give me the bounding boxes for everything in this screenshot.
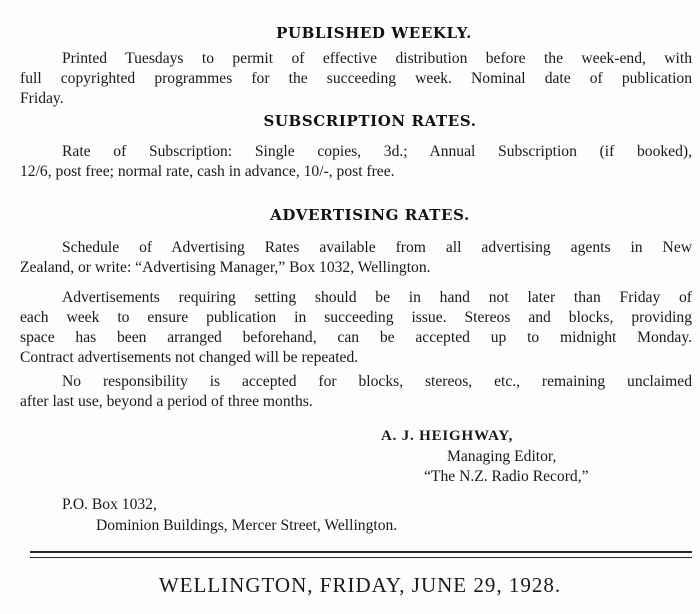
paragraph-line: Advertisements requiring setting should be in hand not later than Friday of bbox=[62, 289, 692, 306]
advertising-rates-heading: ADVERTISING RATES. bbox=[270, 206, 470, 224]
subscription-rates-paragraph bbox=[20, 142, 692, 182]
paragraph-line: each week to ensure publication in succeeding issue. Stereos and blocks, providing bbox=[20, 309, 692, 326]
paragraph-line: No responsibility is accepted for blocks, stereos, etc., remaining unclaimed bbox=[62, 373, 692, 390]
paragraph-line: after last use, beyond a period of three months. bbox=[20, 393, 313, 410]
divider-rule-bottom bbox=[30, 557, 692, 558]
subscription-rates-heading: SUBSCRIPTION RATES. bbox=[263, 112, 477, 130]
paragraph-line: full copyrighted programmes for the succeeding week. Nominal date of publication bbox=[20, 70, 692, 87]
paragraph-line: Printed Tuesdays to permit of effective distribution before the week-end, with bbox=[62, 50, 692, 67]
advertising-schedule-paragraph bbox=[20, 238, 692, 278]
published-weekly-heading: PUBLISHED WEEKLY. bbox=[276, 24, 472, 42]
paragraph-line: 12/6, post free; normal rate, cash in advance, 10/-, post free. bbox=[20, 163, 395, 180]
publication-name: “The N.Z. Radio Record,” bbox=[424, 468, 589, 485]
paragraph-line: Rate of Subscription: Single copies, 3d.; Annual Subscription (if booked), bbox=[62, 143, 692, 160]
paragraph-line: Zealand, or write: “Advertising Manager,” Box 1032, Wellington. bbox=[20, 259, 431, 276]
paragraph-line: Schedule of Advertising Rates available from all advertising agents in New bbox=[62, 239, 692, 256]
editor-name: A. J. HEIGHWAY, bbox=[381, 428, 514, 444]
published-weekly-paragraph bbox=[20, 49, 692, 109]
paragraph-line: space has been arranged beforehand, can be accepted up to midnight Monday. bbox=[20, 329, 692, 346]
po-box-address: P.O. Box 1032, bbox=[62, 496, 157, 513]
street-address: Dominion Buildings, Mercer Street, Wellington. bbox=[96, 517, 398, 534]
paragraph-line: Friday. bbox=[20, 90, 64, 107]
dateline: WELLINGTON, FRIDAY, JUNE 29, 1928. bbox=[158, 573, 562, 597]
editor-title: Managing Editor, bbox=[447, 448, 557, 465]
advertising-setting-paragraph bbox=[20, 288, 692, 368]
paragraph-line: Contract advertisements not changed will be repeated. bbox=[20, 349, 359, 366]
divider-rule-top bbox=[30, 551, 692, 553]
responsibility-paragraph bbox=[20, 372, 692, 412]
